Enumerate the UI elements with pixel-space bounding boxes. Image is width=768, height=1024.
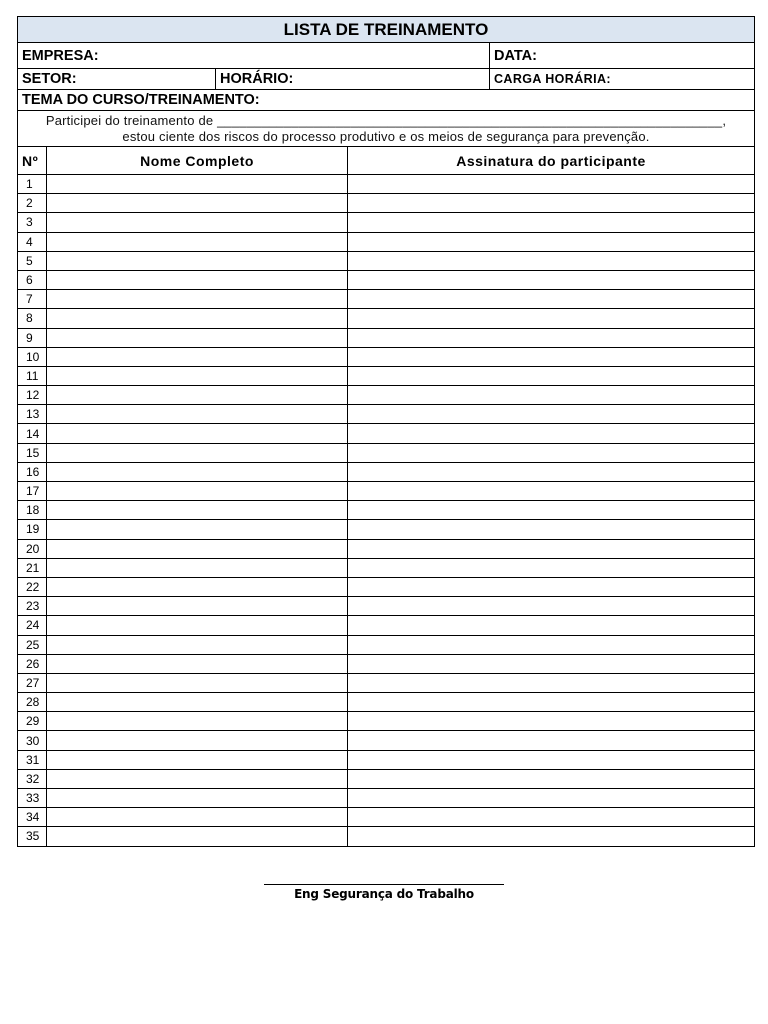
table-row bbox=[18, 194, 755, 213]
row-number: 35 bbox=[18, 827, 47, 846]
name-cell[interactable] bbox=[47, 769, 348, 788]
signature-block bbox=[264, 884, 504, 901]
signature-cell[interactable] bbox=[348, 769, 755, 788]
signature-cell[interactable] bbox=[348, 673, 755, 692]
title-row bbox=[18, 17, 755, 43]
table-row bbox=[18, 731, 755, 750]
table-row bbox=[18, 673, 755, 692]
table-row bbox=[18, 270, 755, 289]
name-cell[interactable] bbox=[47, 309, 348, 328]
training-sheet bbox=[17, 16, 754, 847]
signature-cell[interactable] bbox=[348, 654, 755, 673]
signature-cell[interactable] bbox=[348, 539, 755, 558]
empresa-field[interactable]: EMPRESA: bbox=[18, 43, 490, 69]
signature-cell[interactable] bbox=[348, 808, 755, 827]
table-row bbox=[18, 539, 755, 558]
table-row bbox=[18, 251, 755, 270]
name-cell[interactable] bbox=[47, 712, 348, 731]
name-cell[interactable] bbox=[47, 827, 348, 846]
table-row bbox=[18, 290, 755, 309]
row-number: 10 bbox=[18, 347, 47, 366]
row-number: 32 bbox=[18, 769, 47, 788]
table-row bbox=[18, 616, 755, 635]
signature-cell[interactable] bbox=[348, 597, 755, 616]
table-row bbox=[18, 827, 755, 846]
table-row bbox=[18, 654, 755, 673]
row-number: 12 bbox=[18, 386, 47, 405]
name-cell[interactable] bbox=[47, 175, 348, 194]
name-cell[interactable] bbox=[47, 405, 348, 424]
table-row bbox=[18, 328, 755, 347]
name-cell[interactable] bbox=[47, 443, 348, 462]
declaration-text bbox=[18, 111, 755, 147]
row-number: 2 bbox=[18, 194, 47, 213]
table-row bbox=[18, 443, 755, 462]
name-cell[interactable] bbox=[47, 597, 348, 616]
name-cell[interactable] bbox=[47, 616, 348, 635]
row-number: 34 bbox=[18, 808, 47, 827]
declaration-row bbox=[18, 111, 755, 147]
name-cell[interactable] bbox=[47, 750, 348, 769]
company-row bbox=[18, 43, 755, 69]
row-number: 25 bbox=[18, 635, 47, 654]
setor-field[interactable]: SETOR: bbox=[18, 69, 216, 90]
signature-cell[interactable] bbox=[348, 693, 755, 712]
declaration-line-1: Participei do treinamento de ____________________________________________________________________, bbox=[45, 112, 727, 128]
sector-row bbox=[18, 69, 755, 90]
signature-cell[interactable] bbox=[348, 635, 755, 654]
name-cell[interactable] bbox=[47, 635, 348, 654]
row-number: 33 bbox=[18, 789, 47, 808]
row-number: 16 bbox=[18, 462, 47, 481]
header-table bbox=[17, 16, 755, 147]
table-row bbox=[18, 712, 755, 731]
signature-cell[interactable] bbox=[348, 577, 755, 596]
tema-field[interactable]: TEMA DO CURSO/TREINAMENTO: bbox=[18, 90, 755, 111]
declaration-line-2: estou ciente dos riscos do processo produtivo e os meios de segurança para prevenção. bbox=[122, 128, 650, 144]
name-cell[interactable] bbox=[47, 539, 348, 558]
table-row bbox=[18, 597, 755, 616]
signature-cell[interactable] bbox=[348, 251, 755, 270]
name-column-header: Nome Completo bbox=[47, 147, 348, 175]
row-number: 27 bbox=[18, 673, 47, 692]
name-cell[interactable] bbox=[47, 501, 348, 520]
table-row bbox=[18, 482, 755, 501]
table-row bbox=[18, 558, 755, 577]
row-number: 3 bbox=[18, 213, 47, 232]
table-row bbox=[18, 462, 755, 481]
horario-field[interactable]: HORÁRIO: bbox=[216, 69, 490, 90]
signature-cell[interactable] bbox=[348, 213, 755, 232]
signature-cell[interactable] bbox=[348, 270, 755, 289]
name-cell[interactable] bbox=[47, 386, 348, 405]
signature-cell[interactable] bbox=[348, 175, 755, 194]
name-cell[interactable] bbox=[47, 731, 348, 750]
table-row bbox=[18, 635, 755, 654]
signature-cell[interactable] bbox=[348, 462, 755, 481]
signature-cell[interactable] bbox=[348, 712, 755, 731]
signature-cell[interactable] bbox=[348, 501, 755, 520]
name-cell[interactable] bbox=[47, 558, 348, 577]
table-row bbox=[18, 520, 755, 539]
row-number: 20 bbox=[18, 539, 47, 558]
name-cell[interactable] bbox=[47, 270, 348, 289]
signature-line bbox=[264, 884, 504, 885]
table-row bbox=[18, 750, 755, 769]
table-row bbox=[18, 789, 755, 808]
row-number: 11 bbox=[18, 366, 47, 385]
row-number: 23 bbox=[18, 597, 47, 616]
signature-cell[interactable] bbox=[348, 789, 755, 808]
name-cell[interactable] bbox=[47, 808, 348, 827]
signature-cell[interactable] bbox=[348, 309, 755, 328]
signature-cell[interactable] bbox=[348, 827, 755, 846]
signature-cell[interactable] bbox=[348, 290, 755, 309]
signature-cell[interactable] bbox=[348, 750, 755, 769]
table-row bbox=[18, 693, 755, 712]
row-number: 31 bbox=[18, 750, 47, 769]
name-cell[interactable] bbox=[47, 251, 348, 270]
row-number: 29 bbox=[18, 712, 47, 731]
signature-column-header: Assinatura do participante bbox=[348, 147, 755, 175]
name-cell[interactable] bbox=[47, 213, 348, 232]
row-number: 26 bbox=[18, 654, 47, 673]
participants-body bbox=[18, 175, 755, 847]
table-row bbox=[18, 405, 755, 424]
name-cell[interactable] bbox=[47, 194, 348, 213]
row-number: 15 bbox=[18, 443, 47, 462]
name-cell[interactable] bbox=[47, 462, 348, 481]
signature-cell[interactable] bbox=[348, 616, 755, 635]
signature-label: Eng Segurança do Trabalho bbox=[294, 887, 474, 901]
table-row bbox=[18, 501, 755, 520]
carga-horaria-field[interactable]: CARGA HORÁRIA: bbox=[490, 69, 755, 90]
table-row bbox=[18, 577, 755, 596]
data-field[interactable]: DATA: bbox=[490, 43, 755, 69]
name-cell[interactable] bbox=[47, 347, 348, 366]
name-cell[interactable] bbox=[47, 424, 348, 443]
row-number: 13 bbox=[18, 405, 47, 424]
signature-cell[interactable] bbox=[348, 558, 755, 577]
topic-row bbox=[18, 90, 755, 111]
signature-cell[interactable] bbox=[348, 347, 755, 366]
row-number: 8 bbox=[18, 309, 47, 328]
signature-cell[interactable] bbox=[348, 328, 755, 347]
signature-cell[interactable] bbox=[348, 232, 755, 251]
table-row bbox=[18, 366, 755, 385]
name-cell[interactable] bbox=[47, 232, 348, 251]
participants-header-row bbox=[18, 147, 755, 175]
row-number: 30 bbox=[18, 731, 47, 750]
row-number: 17 bbox=[18, 482, 47, 501]
table-row bbox=[18, 175, 755, 194]
signature-cell[interactable] bbox=[348, 405, 755, 424]
name-cell[interactable] bbox=[47, 693, 348, 712]
table-row bbox=[18, 309, 755, 328]
row-number: 28 bbox=[18, 693, 47, 712]
row-number: 1 bbox=[18, 175, 47, 194]
participants-table bbox=[17, 146, 755, 847]
row-number: 7 bbox=[18, 290, 47, 309]
name-cell[interactable] bbox=[47, 577, 348, 596]
name-cell[interactable] bbox=[47, 328, 348, 347]
table-row bbox=[18, 769, 755, 788]
name-cell[interactable] bbox=[47, 520, 348, 539]
table-row bbox=[18, 347, 755, 366]
signature-cell[interactable] bbox=[348, 731, 755, 750]
signature-cell[interactable] bbox=[348, 424, 755, 443]
number-column-header: Nº bbox=[18, 147, 47, 175]
row-number: 22 bbox=[18, 577, 47, 596]
name-cell[interactable] bbox=[47, 673, 348, 692]
name-cell[interactable] bbox=[47, 654, 348, 673]
signature-cell[interactable] bbox=[348, 520, 755, 539]
table-row bbox=[18, 213, 755, 232]
signature-cell[interactable] bbox=[348, 443, 755, 462]
row-number: 5 bbox=[18, 251, 47, 270]
row-number: 4 bbox=[18, 232, 47, 251]
row-number: 21 bbox=[18, 558, 47, 577]
signature-cell[interactable] bbox=[348, 366, 755, 385]
name-cell[interactable] bbox=[47, 366, 348, 385]
signature-cell[interactable] bbox=[348, 482, 755, 501]
signature-cell[interactable] bbox=[348, 194, 755, 213]
name-cell[interactable] bbox=[47, 789, 348, 808]
name-cell[interactable] bbox=[47, 290, 348, 309]
signature-cell[interactable] bbox=[348, 386, 755, 405]
name-cell[interactable] bbox=[47, 482, 348, 501]
table-row bbox=[18, 232, 755, 251]
table-row bbox=[18, 808, 755, 827]
row-number: 6 bbox=[18, 270, 47, 289]
table-row bbox=[18, 424, 755, 443]
row-number: 9 bbox=[18, 328, 47, 347]
row-number: 18 bbox=[18, 501, 47, 520]
table-row bbox=[18, 386, 755, 405]
row-number: 19 bbox=[18, 520, 47, 539]
row-number: 24 bbox=[18, 616, 47, 635]
document-title: LISTA DE TREINAMENTO bbox=[18, 17, 755, 43]
row-number: 14 bbox=[18, 424, 47, 443]
